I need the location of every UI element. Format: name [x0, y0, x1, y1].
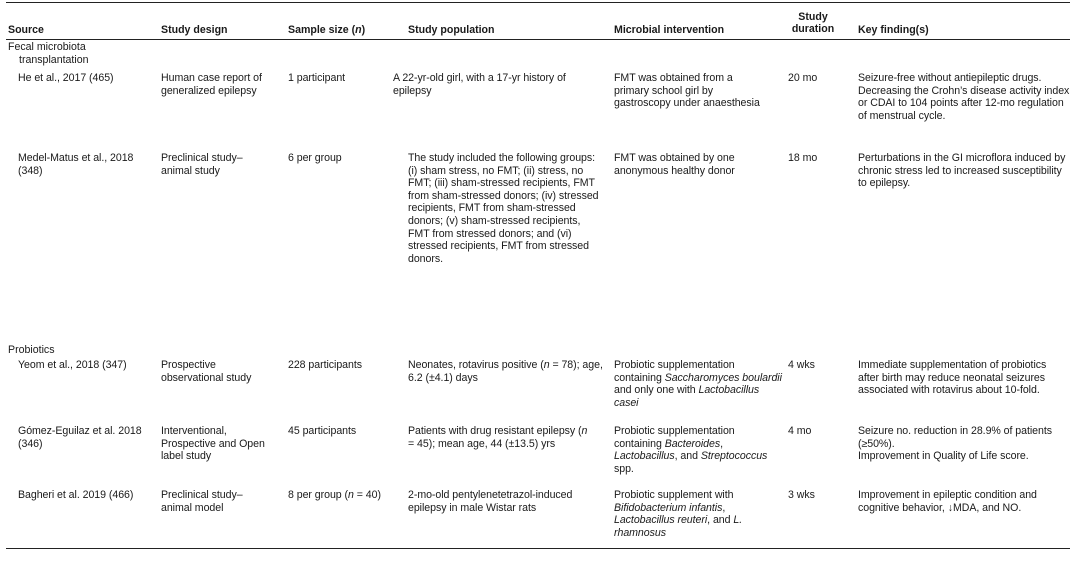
header-key-findings: Key finding(s) — [858, 24, 929, 36]
row-medel-sample: 6 per group — [288, 152, 342, 164]
row-gomez-finding — [858, 425, 1058, 463]
row-he-population: A 22-yr-old girl, with a 17-yr history of epilepsy — [393, 72, 566, 97]
row-gomez-design: Interventional, Prospective and Open label study — [161, 425, 265, 463]
row-gomez-sample: 45 participants — [288, 425, 357, 437]
row-gomez-population: Patients with drug resistant epilepsy (n = 45); mean age, 44 (±13.5) yrs — [408, 425, 588, 450]
header-study-duration: Study duration — [791, 11, 835, 36]
row-bagheri-sample: 8 per group (n = 40) — [288, 489, 381, 501]
row-he-source: He et al., 2017 (465) — [18, 72, 114, 84]
row-he-finding-1: Seizure-free without antiepileptic drugs. — [858, 72, 1042, 84]
row-he-finding-2: Decreasing the Crohn’s disease activity index or CDAI to 104 points after 12-mo regulation of menstrual cycle. — [858, 84, 1070, 122]
row-yeom-finding: Immediate supplementation of probiotics after birth may reduce neonatal seizures associated with rotavirus about 10-fold. — [858, 359, 1047, 397]
row-he-sample: 1 participant — [288, 72, 346, 84]
row-bagheri-design: Preclinical study–animal model — [161, 489, 243, 514]
row-he-design: Human case report of generalized epilepsy — [161, 72, 262, 97]
row-medel-design: Preclinical study–animal study — [161, 152, 243, 177]
row-he-finding — [858, 72, 1070, 122]
row-medel-population: The study included the following groups: (i) sham stress, no FMT; (ii) stress, no FMT; (iii) sham-stressed recipients, FMT from sham-stressed donors; (iv) stressed recipients, FMT from sham-stressed donors; (v) sham-stressed recipients, FMT from stressed donors; and (vi) stressed recipients, FMT from stressed donors. — [408, 152, 599, 265]
row-bagheri-source: Bagheri et al. 2019 (466) — [18, 489, 134, 501]
header-study-design: Study design — [161, 24, 228, 36]
row-bagheri-population: 2-mo-old pentylenetetrazol-induced epilepsy in male Wistar rats — [408, 489, 573, 514]
header-sample-size: Sample size (n) — [288, 24, 366, 36]
row-yeom-design: Prospective observational study — [161, 359, 252, 384]
group-label-probiotics: Probiotics — [8, 344, 55, 356]
row-yeom-intervention: Probiotic supplementation containing Saccharomyces boulardii and only one with Lactobacillus casei — [614, 359, 782, 409]
header-source: Source — [8, 24, 44, 36]
group-label-fmt: Fecal microbiota transplantation — [8, 41, 89, 66]
row-yeom-population: Neonates, rotavirus positive (n = 78); age, 6.2 (±4.1) days — [408, 359, 603, 384]
header-study-population: Study population — [408, 24, 495, 36]
row-bagheri-intervention: Probiotic supplement with Bifidobacterium infantis, Lactobacillus reuteri, and L. rhamnosus — [614, 489, 743, 539]
row-medel-intervention: FMT was obtained by one anonymous healthy donor — [614, 152, 735, 177]
row-gomez-duration: 4 mo — [788, 425, 812, 437]
row-bagheri-finding: Improvement in epileptic condition and cognitive behavior, ↓MDA, and NO. — [858, 489, 1037, 514]
table-top-rule — [6, 2, 1070, 3]
row-yeom-source: Yeom et al., 2018 (347) — [18, 359, 127, 371]
row-gomez-intervention: Probiotic supplementation containing Bacteroides, Lactobacillus, and Streptococcus spp. — [614, 425, 768, 475]
row-gomez-finding-2: Improvement in Quality of Life score. — [858, 450, 1029, 463]
row-medel-source: Medel-Matus et al., 2018 (348) — [18, 152, 134, 177]
header-microbial-intervention: Microbial intervention — [614, 24, 725, 36]
table-bottom-rule — [6, 548, 1070, 549]
row-yeom-duration: 4 wks — [788, 359, 815, 371]
row-he-duration: 20 mo — [788, 72, 818, 84]
table-header-rule — [6, 39, 1070, 40]
row-medel-finding: Perturbations in the GI microflora induced by chronic stress led to increased susceptibility to epilepsy. — [858, 152, 1066, 190]
row-gomez-source: Gómez-Eguilaz et al. 2018 (346) — [18, 425, 142, 450]
row-medel-duration: 18 mo — [788, 152, 818, 164]
row-yeom-sample: 228 participants — [288, 359, 362, 371]
row-he-intervention: FMT was obtained from a primary school girl by gastroscopy under anaesthesia — [614, 72, 760, 110]
row-bagheri-duration: 3 wks — [788, 489, 815, 501]
row-gomez-finding-1: Seizure no. reduction in 28.9% of patients (≥50%). — [858, 425, 1053, 450]
